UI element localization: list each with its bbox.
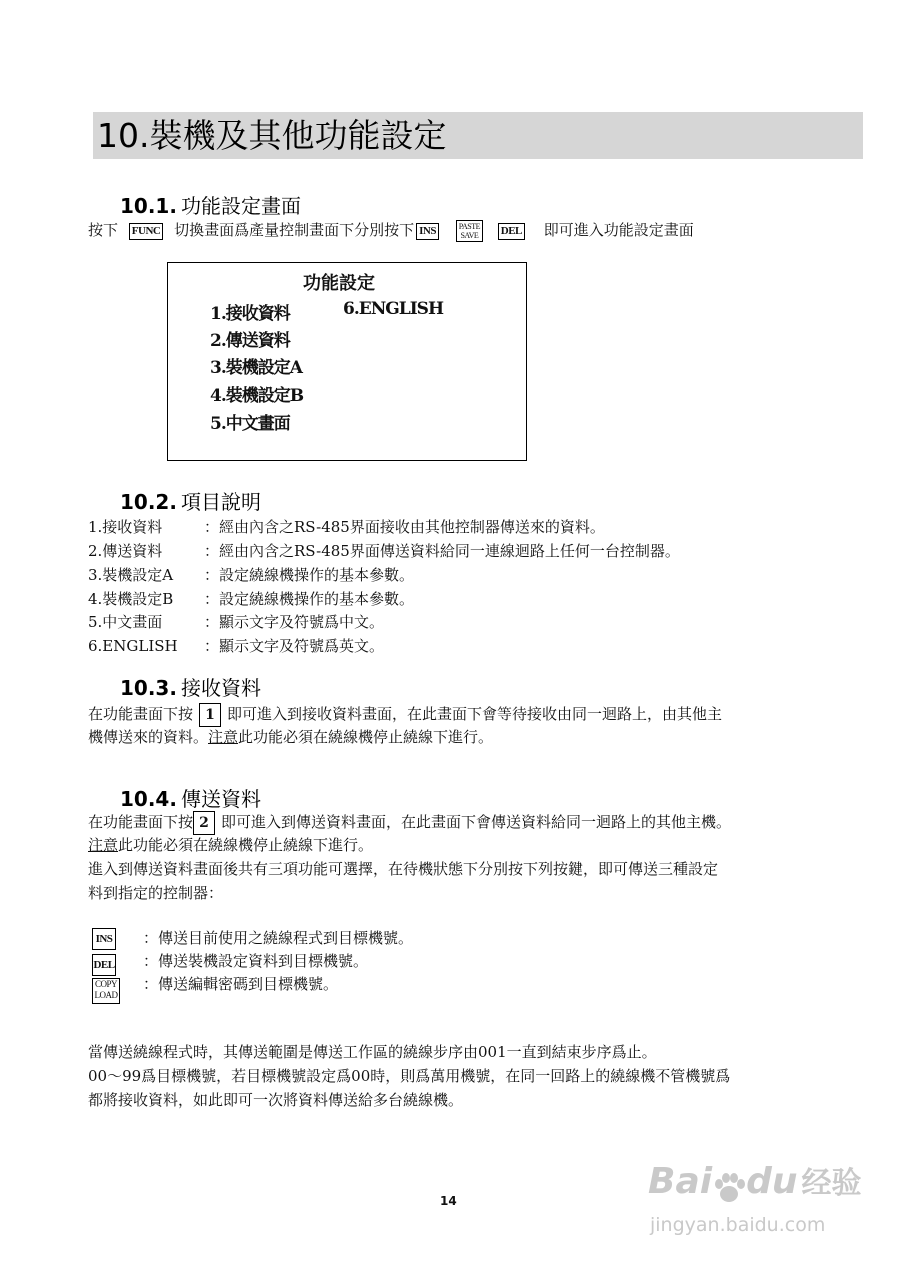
watermark-brand: du <box>746 1161 798 1202</box>
closing-paragraph-line: 當傳送繞線程式時，其傳送範圍是傳送工作區的繞線步序由001一直到結束步序爲止。 <box>88 1043 657 1061</box>
definition-row <box>88 541 680 561</box>
paragraph-text: 即可進入到接收資料畫面，在此畫面下會等待接收由同一迴路上，由其他主 <box>227 705 723 723</box>
section-number: 10.2. <box>120 490 177 514</box>
section-10-4-paragraph-line <box>88 835 373 855</box>
screen-item-6: 6.ENGLISH <box>343 299 444 319</box>
section-title: 傳送資料 <box>180 787 261 811</box>
definition-label: 3.裝機設定A <box>88 566 174 584</box>
section-title: 項目說明 <box>180 490 261 514</box>
paragraph-text: 此功能必須在繞線機停止繞線下進行。 <box>238 728 494 746</box>
baidu-watermark-logo <box>648 1158 861 1206</box>
paragraph-text: 機傳送來的資料。 <box>88 728 209 746</box>
section-10-4-paragraph-line <box>88 811 731 835</box>
section-10-3-paragraph-line <box>88 727 493 747</box>
section-10-1-heading <box>120 190 301 219</box>
screen-item-5: 5.中文畫面 <box>210 414 290 434</box>
instruction-text: 切換畫面爲產量控制畫面下分別按下 <box>174 221 415 239</box>
save-label: SAVE <box>460 231 479 240</box>
section-number: 10.3. <box>120 676 177 700</box>
definition-row <box>88 636 384 656</box>
del-key-icon: DEL <box>498 223 525 240</box>
instruction-text: 按下 <box>88 221 119 239</box>
ins-key-icon: INS <box>92 928 116 950</box>
page-number: 14 <box>440 1194 457 1208</box>
definition-text: ：設定繞線機操作的基本參數。 <box>204 590 415 608</box>
watermark-url: jingyan.baidu.com <box>650 1214 826 1236</box>
instruction-text: 即可進入功能設定畫面 <box>543 221 694 239</box>
paste-save-key-icon <box>456 220 483 242</box>
section-number: 10.4. <box>120 787 177 811</box>
ins-key-icon: INS <box>416 223 439 240</box>
definition-text: ：設定繞線機操作的基本參數。 <box>204 566 415 584</box>
watermark-brand-cn: 经验 <box>801 1166 862 1201</box>
definition-text: ：經由內含之RS-485界面接收由其他控制器傳送來的資料。 <box>204 518 605 536</box>
paragraph-text: 即可進入到傳送資料畫面，在此畫面下會傳送資料給同一迴路上的其他主機。 <box>221 813 732 831</box>
func-key-icon: FUNC <box>129 223 164 240</box>
paragraph-text: 在功能畫面下按 <box>88 813 194 831</box>
section-10-1-instruction <box>88 220 694 242</box>
screen-item-2: 2.傳送資料 <box>210 331 290 351</box>
closing-paragraph-line: 都將接收資料，如此即可一次將資料傳送給多台繞線機。 <box>88 1091 464 1109</box>
definition-row <box>88 565 414 585</box>
definition-label: 4.裝機設定B <box>88 590 174 608</box>
section-10-4-heading <box>120 783 261 812</box>
section-title: 接收資料 <box>180 676 261 700</box>
definition-text: ：經由內含之RS-485界面傳送資料給同一連線迴路上任何一台控制器。 <box>204 542 680 560</box>
definition-label: 1.接收資料 <box>88 518 163 536</box>
copy-load-key-icon <box>92 978 120 1004</box>
section-10-4-paragraph-line: 進入到傳送資料畫面後共有三項功能可選擇，在待機狀態下分別按下列按鍵，即可傳送三種設定 <box>88 860 719 878</box>
definition-label: 5.中文畫面 <box>88 613 163 631</box>
section-10-3-paragraph-line <box>88 703 722 727</box>
definition-text: ：顯示文字及符號爲英文。 <box>204 637 385 655</box>
key-2-icon: 2 <box>193 811 215 835</box>
screen-item-1: 1.接收資料 <box>210 304 290 324</box>
definition-label: 6.ENGLISH <box>88 637 178 655</box>
key-description: ：傳送編輯密碼到目標機號。 <box>143 975 339 993</box>
definition-text: ：顯示文字及符號爲中文。 <box>204 613 385 631</box>
load-label: LOAD <box>94 990 118 1000</box>
definition-label: 2.傳送資料 <box>88 542 163 560</box>
paste-label: PASTE <box>458 222 480 231</box>
copy-label: COPY <box>94 979 117 989</box>
definition-row <box>88 589 414 609</box>
section-number: 10.1. <box>120 194 177 218</box>
del-key-icon: DEL <box>92 954 116 976</box>
section-10-4-paragraph-line: 料到指定的控制器： <box>88 884 224 902</box>
paragraph-text: 在功能畫面下按 <box>88 705 194 723</box>
paw-icon <box>712 1172 746 1206</box>
key-description: ：傳送目前使用之繞線程式到目標機號。 <box>143 929 414 947</box>
definition-row <box>88 517 605 537</box>
screen-title: 功能設定 <box>303 273 375 294</box>
definition-row <box>88 612 384 632</box>
section-title: 功能設定畫面 <box>180 194 301 218</box>
section-10-3-heading <box>120 672 261 701</box>
note-label: 注意 <box>208 728 239 746</box>
paw-icon-svg <box>712 1172 746 1206</box>
screen-item-4: 4.裝機設定B <box>210 386 304 406</box>
paragraph-text: 此功能必須在繞線機停止繞線下進行。 <box>118 836 374 854</box>
screen-item-3: 3.裝機設定A <box>210 358 302 378</box>
key-1-icon: 1 <box>199 703 221 727</box>
function-setting-screen <box>167 262 527 461</box>
chapter-title: 10.裝機及其他功能設定 <box>97 116 447 155</box>
note-label: 注意 <box>88 836 119 854</box>
closing-paragraph-line: 00～99爲目標機號，若目標機號設定爲00時，則爲萬用機號，在同一回路上的繞線機不管機號爲 <box>88 1067 731 1085</box>
section-10-2-heading <box>120 486 261 515</box>
key-description: ：傳送裝機設定資料到目標機號。 <box>143 952 369 970</box>
watermark-brand: Bai <box>648 1161 713 1202</box>
